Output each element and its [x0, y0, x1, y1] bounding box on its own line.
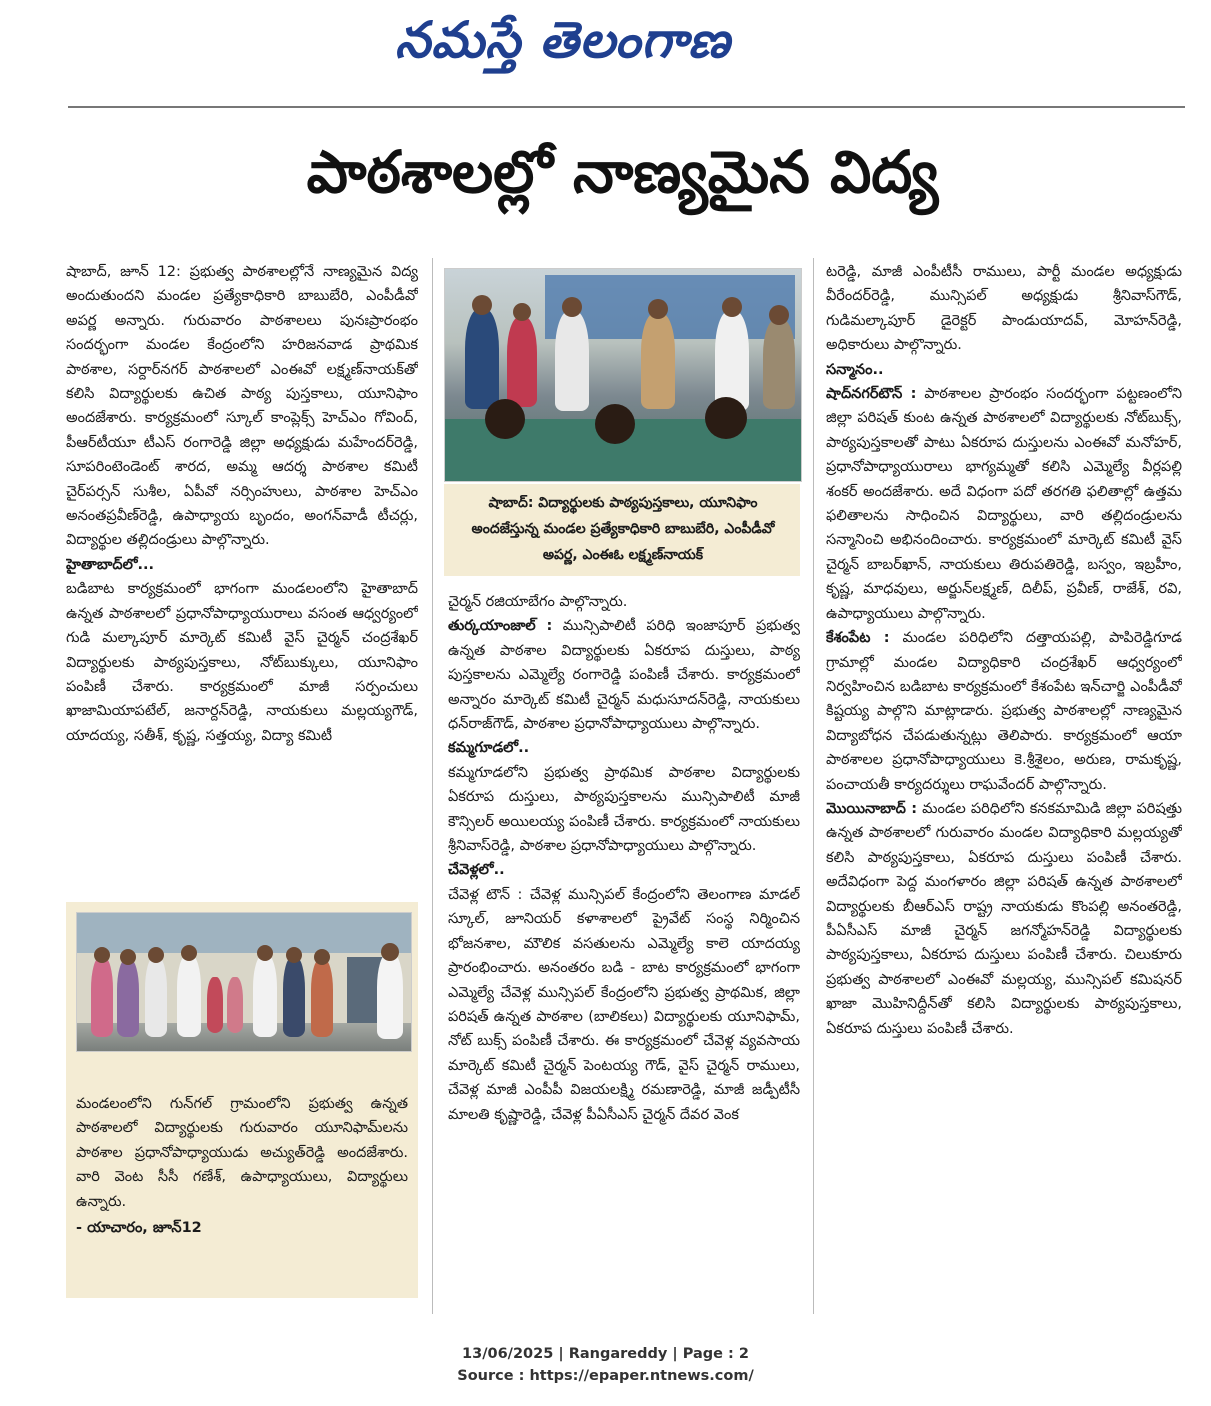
paragraph: చైర్మన్ రజియాబేగం పాల్గొన్నారు. — [448, 594, 628, 610]
subheading: కమ్మగూడలో.. — [448, 740, 530, 757]
paragraph: మండల పరిధిలోని కనకమామిడి జిల్లా పరిషత్తు ఉన్నత పాఠశాలలో గురువారం మండల విద్యాధికారి మల్లయ్యతో కలిసి పాఠ్యపుస్తకాలు, ఏకరూప దుస్తులు పంపిణీ చేశారు. అదేవిధంగా పెద్ద మంగళారం జిల్లా పరిషత్ ఉన్నత పాఠశాలలో విద్యార్థులకు బీఆర్ఎస్ రాష్ట్ర నాయకుడు కొంపల్లి అనంతరెడ్డి, పీఏసీఎస్ మాజీ చైర్మన్ జగన్మోహన్‌రెడ్డి విద్యార్థులకు పాఠ్యపుస్తకాలు, ఏకరూప దుస్తులు పంపిణీ చేశారు. చిలుకూరు ప్రభుత్వ పాఠశాలలో ఎంఈవో మల్లయ్య, మున్సిపల్ కమిషనర్ ఖాజా మొహినిద్దీన్‌తో కలిసి విద్యార్థులకు పాఠ్యపుస్తకాలు, ఏకరూప దుస్తులు పంపిణీ చేశారు. — [826, 800, 1182, 1037]
article-column-2 — [448, 590, 800, 1312]
uniform-distribution-photo — [76, 912, 412, 1052]
article-headline: పాఠశాలల్లో నాణ్యమైన విద్య — [306, 138, 939, 206]
paragraph: మండల పరిధిలోని దత్తాయపల్లి, పాపిరెడ్డిగూడ గ్రామాల్లో మండల విద్యాధికారి చంద్రశేఖర్ ఆధ్వర్యంలో నిర్వహించిన బడిబాట కార్యక్రమంలో కేశంపేట ఇన్‌చార్జి ఎంపీడీవో కిష్టయ్య పాల్గొని మాట్లాడారు. ప్రభుత్వ పాఠశాలల్లో నాణ్యమైన విద్యాబోధన చేపడుతున్నట్లు తెలిపారు. కార్యక్రమంలో ఆయా పాఠశాలల ప్రధానోపాధ్యాయులు కె.శ్రీశైలం, అరుణ, రామకృష్ణ, పంచాయతీ కార్యదర్శులు రాఘవేందర్ పాల్గొన్నారు. — [826, 630, 1182, 793]
column-divider — [813, 258, 814, 1314]
column-divider — [432, 258, 433, 1314]
classroom-photo — [444, 268, 802, 482]
dateline: కేశంపేట : — [826, 630, 890, 647]
subheading: చేవెళ్లలో.. — [448, 862, 505, 879]
footer-source: Source : https://epaper.ntnews.com/ — [457, 1368, 754, 1384]
paragraph: కమ్మగూడలోని ప్రభుత్వ ప్రాథమిక పాఠశాల విద్యార్థులకు ఏకరూప దుస్తులు, పాఠ్యపుస్తకాలను మున్సిపాలిటీ మాజీ కౌన్సిలర్ అయిలయ్య పంపిణీ చేశారు. కార్యక్రమంలో నాయకులు శ్రీనివాస్‌రెడ్డి, పాఠశాల ప్రధానోపాధ్యాయులు పాల్గొన్నారు. — [448, 764, 800, 855]
photo-caption: షాబాద్: విద్యార్థులకు పాఠ్యపుస్తకాలు, యూనిఫాం అందజేస్తున్న మండల ప్రత్యేకాధికారి బాబుబేరి, ఎంపీడీవో అపర్ణ, ఎంఈఓ లక్ష్మణ్‌నాయక్ — [471, 495, 775, 563]
paragraph: షాబాద్, జూన్ 12: ప్రభుత్వ పాఠశాలల్లోనే నాణ్యమైన విద్య అందుతుందని మండల ప్రత్యేకాధికారి బాబుబేరి, ఎంపీడీవో అపర్ణ అన్నారు. గురువారం పాఠశాలలు పునఃప్రారంభం సందర్భంగా మండల కేంద్రంలోని హరిజనవాడ ప్రాథమిక పాఠశాల, సర్దార్‌నగర్ పాఠశాలలో ఎంఈవో లక్ష్మణ్‌నాయక్‌తో కలిసి విద్యార్థులకు ఉచిత పాఠ్య పుస్తకాలు, యూనిఫాం అందజేశారు. కార్యక్రమంలో స్కూల్ కాంప్లెక్స్ హెచ్ఎం గోవింద్, పీఆర్‌టీయూ టీఎస్ రంగారెడ్డి జిల్లా అధ్యక్షుడు మహేందర్‌రెడ్డి, సూపరింటెండెంట్ శారద, అమ్మ ఆదర్శ పాఠశాల కమిటీ చైర్‌పర్సన్ సుశీల, ఏపీవో నర్సింహులు, పాఠశాల హెచ్ఎం అనంతప్రవీణ్‌రెడ్డి, ఉపాధ్యాయ బృందం, అంగన్‌వాడీ టీచర్లు, విద్యార్థుల తల్లిదండ్రులు పాల్గొన్నారు. — [66, 264, 418, 549]
newspaper-logo: నమస్తే తెలంగాణ — [395, 10, 731, 69]
paragraph: బడిబాట కార్యక్రమంలో భాగంగా మండలంలోని హైతాబాద్ ఉన్నత పాఠశాలలో ప్రధానోపాధ్యాయురాలు వసంత ఆధ్వర్యంలో గుడి మల్కాపూర్ మార్కెట్ కమిటీ వైస్ చైర్మన్ చంద్రశేఖర్ విద్యార్థులకు పాఠ్యపుస్తకాలు, నోట్‌బుక్కులు, యూనిఫాం పంపిణీ చేశారు. కార్యక్రమంలో మాజీ సర్పంచులు ఖాజామియాపటేల్, జనార్దన్‌రెడ్డి, నాయకులు మల్లయ్యగౌడ్, యాదయ్య, సతీశ్, కృష్ణ, సత్తయ్య, విద్యా కమిటీ — [66, 581, 418, 744]
dateline: షాద్‌నగర్‌టౌన్ : — [826, 386, 917, 403]
masthead — [0, 0, 1211, 108]
paragraph: మండలంలోని గున్‌గల్ గ్రామంలోని ప్రభుత్వ ఉన్నత పాఠశాలలో విద్యార్థులకు గురువారం యూనిఫామ్‌లను పాఠశాల ప్రధానోపాధ్యాయుడు అచ్యుత్‌రెడ్డి అందజేశారు. వారి వెంట సీసీ గణేశ్, ఉపాధ్యాయులు, విద్యార్థులు ఉన్నారు. — [76, 1096, 408, 1210]
masthead-divider — [68, 106, 1185, 108]
dateline: మొయినాబాద్ : — [826, 800, 918, 817]
paragraph: పాఠశాలల ప్రారంభం సందర్భంగా పట్టణంలోని జిల్లా పరిషత్ కుంట ఉన్నత పాఠశాలలో విద్యార్థులకు నోట్‌బుక్స్, పాఠ్యపుస్తకాలతో పాటు ఏకరూప దుస్తులను ఎంఈవో మనోహర్, ప్రధానోపాధ్యాయురాలు భాగ్యమ్మతో కలిసి ఎమ్మెల్యే వీర్లపల్లి శంకర్ అందజేశారు. అదే విధంగా పదో తరగతి ఫలితాల్లో ఉత్తమ ఫలితాలను సాధించిన విద్యార్థులు, వారి తల్లిదండ్రులను సన్మానించి అభినందించారు. కార్యక్రమంలో మార్కెట్ కమిటీ వైస్ చైర్మన్ బాబర్‌ఖాన్, నాయకులు తిరుపతిరెడ్డి, బస్వం, ఇబ్రహీం, కృష్ణ, మాధవులు, అర్జున్‌లక్ష్మణ్, దిలీప్, ప్రవీణ్, రాజేశ్, రవి, ఉపాధ్యాయులు పాల్గొన్నారు. — [826, 386, 1182, 622]
article-column-3 — [826, 260, 1182, 1312]
footer-date-edition: 13/06/2025 | Rangareddy | Page : 2 — [462, 1346, 749, 1362]
photo-story-text — [76, 1092, 408, 1240]
subheading: హైతాబాద్‌లో... — [66, 556, 155, 573]
paragraph: చేవెళ్ల టౌన్ : చేవెళ్ల మున్సిపల్ కేంద్రంలోని తెలంగాణ మాడల్ స్కూల్, జూనియర్ కళాశాలలో ప్రైవేట్ సంస్థ నిర్మించిన భోజనశాల, మౌలిక వసతులను ఎమ్మెల్యే కాలె యాదయ్య ప్రారంభించారు. అనంతరం బడి - బాట కార్యక్రమంలో భాగంగా ఎమ్మెల్యే చేవెళ్ల మున్సిపల్ కేంద్రంలోని ప్రభుత్వ ప్రాథమిక, జిల్లా పరిషత్ ఉన్నత పాఠశాల (బాలికలు) విద్యార్థులకు యూనిఫామ్, నోట్ బుక్స్ పంపిణీ చేశారు. ఈ కార్యక్రమంలో చేవెళ్ల వ్యవసాయ మార్కెట్ కమిటీ చైర్మన్ పెంటయ్య గౌడ్, వైస్ చైర్మన్ రాములు, చేవెళ్ల మాజీ ఎంపీపీ విజయలక్ష్మి రమణారెడ్డి, మాజీ జడ్పీటీసీ మాలతి కృష్ణారెడ్డి, చేవెళ్ల పీఏసీఎస్ చైర్మన్ దేవర వెంక — [448, 886, 800, 1123]
paragraph: మున్సిపాలిటీ పరిధి ఇంజాపూర్ ప్రభుత్వ ఉన్నత పాఠశాల విద్యార్థులకు ఏకరూప దుస్తులు, పాఠ్య పుస్తకాలను ఎమ్మెల్యే రంగారెడ్డి పంపిణీ చేశారు. కార్యక్రమంలో అన్నారం మార్కెట్ కమిటీ చైర్మన్ మధుసూదన్‌రెడ్డి, నాయకులు ధన్‌రాజ్‌గౌడ్, పాఠశాల ప్రధానోపాధ్యాయులు పాల్గొన్నారు. — [448, 618, 800, 733]
dateline: తుర్కయాంజాల్ : — [448, 618, 553, 635]
article-column-1 — [66, 260, 418, 892]
subheading: సన్మానం.. — [826, 361, 884, 378]
dateline-credit: - యాచారం, జూన్12 — [76, 1220, 202, 1237]
photo-caption-box — [444, 484, 800, 576]
paragraph: టరెడ్డి, మాజీ ఎంపీటీసీ రాములు, పార్టీ మండల అధ్యక్షుడు వీరేందర్‌రెడ్డి, మున్సిపల్ అధ్యక్షుడు శ్రీనివాస్‌గౌడ్, గుడిమల్కాపూర్ డైరెక్టర్ పాండుయాదవ్, మోహన్‌రెడ్డి, అధికారులు పాల్గొన్నారు. — [826, 264, 1182, 354]
